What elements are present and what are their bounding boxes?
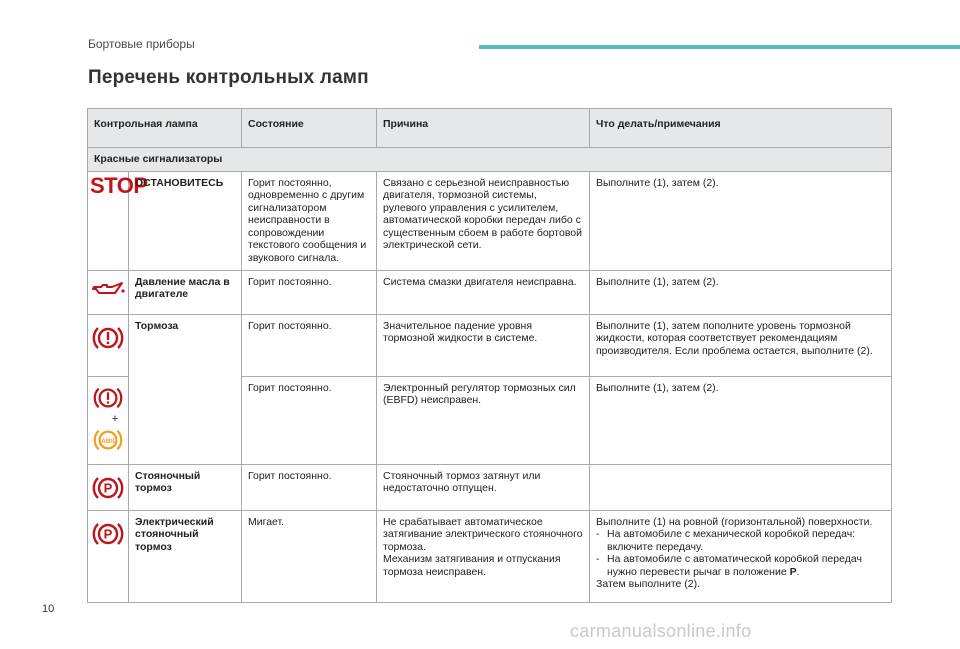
lamp-name: Тормоза	[129, 314, 242, 464]
page-title: Перечень контрольных ламп	[88, 67, 369, 88]
bullet-tail: .	[796, 565, 800, 578]
cause-line: Механизм затягивания и отпускания тормоза неисправен.	[383, 553, 561, 578]
page-number: 10	[42, 603, 55, 615]
watermark: carmanualsonline.info	[570, 621, 752, 641]
action-outro: Затем выполните (2).	[596, 578, 701, 590]
lamp-action: Выполните (1), затем (2).	[590, 270, 892, 314]
bullet-text: На автомобиле с механической коробкой передач: включите передачу.	[607, 528, 856, 553]
table-row	[88, 464, 892, 510]
lamp-cause: Значительное падение уровня тормозной жидкости в системе.	[377, 314, 590, 376]
lamp-action: Выполните (1), затем пополните уровень тормозной жидкости, которая соответствует рекомендациям производителя. Если проблема остается, выполните (2).	[590, 314, 892, 376]
parking-brake-icon	[91, 472, 125, 504]
lamp-name: Стояночный тормоз	[129, 464, 242, 510]
svg-text:P: P	[103, 526, 113, 541]
lamp-cause: Стояночный тормоз затянут или недостаточно отпущен.	[377, 464, 590, 510]
lamp-name: Электрический стояночный тормоз	[129, 510, 242, 602]
lamp-state: Горит постоянно, одновременно с другим сигнализатором неисправности в сопровождении текстового сообщения и звукового сигнала.	[242, 171, 377, 270]
lamp-icon-cell	[88, 171, 148, 270]
lamp-state: Горит постоянно.	[242, 464, 377, 510]
lamp-state: Мигает.	[242, 510, 377, 602]
lamp-state: Горит постоянно.	[242, 270, 377, 314]
lamp-name: Давление масла в двигателе	[129, 270, 242, 314]
cause-line: Не срабатывает автоматическое затягивание электрического стояночного тормоза.	[383, 515, 583, 553]
lamp-action	[590, 510, 892, 602]
lamp-cause	[377, 510, 590, 602]
column-header-lamp: Контрольная лампа	[88, 109, 242, 148]
lamp-action: Выполните (1), затем (2).	[590, 171, 892, 270]
table-row	[88, 171, 892, 270]
bullet-dash: -	[596, 528, 600, 540]
lamp-icon-cell	[88, 376, 129, 464]
bullet-text-wrap	[607, 553, 885, 578]
action-bullet	[596, 553, 885, 578]
lamp-icon-cell	[88, 510, 129, 602]
table-row	[88, 314, 892, 376]
brake-warning-icon	[93, 384, 123, 412]
header-accent-bar	[479, 45, 960, 49]
lamp-name: ОСТАНОВИТЕСЬ	[129, 171, 242, 270]
bullet-text: На автомобиле с автоматической коробкой передач нужно перевести рычаг в положение	[607, 553, 862, 578]
column-header-state: Состояние	[242, 109, 377, 148]
lamp-cause: Связано с серьезной неисправностью двигателя, тормозной системы, рулевого управления с усилителем, автоматической коробки передач либо с существенным сбоем в работе бортовой электрической сети.	[377, 171, 590, 270]
svg-text:P: P	[103, 480, 113, 495]
table-header-row	[88, 109, 892, 148]
lamp-icon-cell	[88, 314, 129, 376]
plus-sign: +	[111, 412, 119, 425]
bullet-dash: -	[596, 553, 600, 565]
lamp-state: Горит постоянно.	[242, 314, 377, 376]
oil-can-icon	[90, 278, 126, 300]
stop-icon: STOP	[90, 172, 148, 198]
lamp-cause: Электронный регулятор тормозных сил (EBFD) неисправен.	[377, 376, 590, 464]
brake-warning-icon	[92, 322, 124, 354]
table-row	[88, 510, 892, 602]
lamp-cause: Система смазки двигателя неисправна.	[377, 270, 590, 314]
lamp-action: Выполните (1), затем (2).	[590, 376, 892, 464]
abs-icon	[93, 426, 123, 454]
lamp-state: Горит постоянно.	[242, 376, 377, 464]
warning-lamps-table	[87, 108, 892, 603]
lamp-icon-cell	[88, 270, 129, 314]
lamp-action	[590, 464, 892, 510]
group-title: Красные сигнализаторы	[88, 148, 892, 172]
gear-position: P	[789, 565, 797, 578]
group-row-red	[88, 148, 892, 172]
lamp-icon-cell	[88, 464, 129, 510]
electric-parking-brake-icon	[91, 518, 125, 550]
action-intro: Выполните (1) на ровной (горизонтальной) поверхности.	[596, 515, 873, 528]
section-label: Бортовые приборы	[88, 37, 195, 51]
table-row	[88, 270, 892, 314]
column-header-cause: Причина	[377, 109, 590, 148]
svg-text:ABS: ABS	[101, 437, 115, 445]
action-bullet	[596, 528, 885, 553]
column-header-action: Что делать/примечания	[590, 109, 892, 148]
